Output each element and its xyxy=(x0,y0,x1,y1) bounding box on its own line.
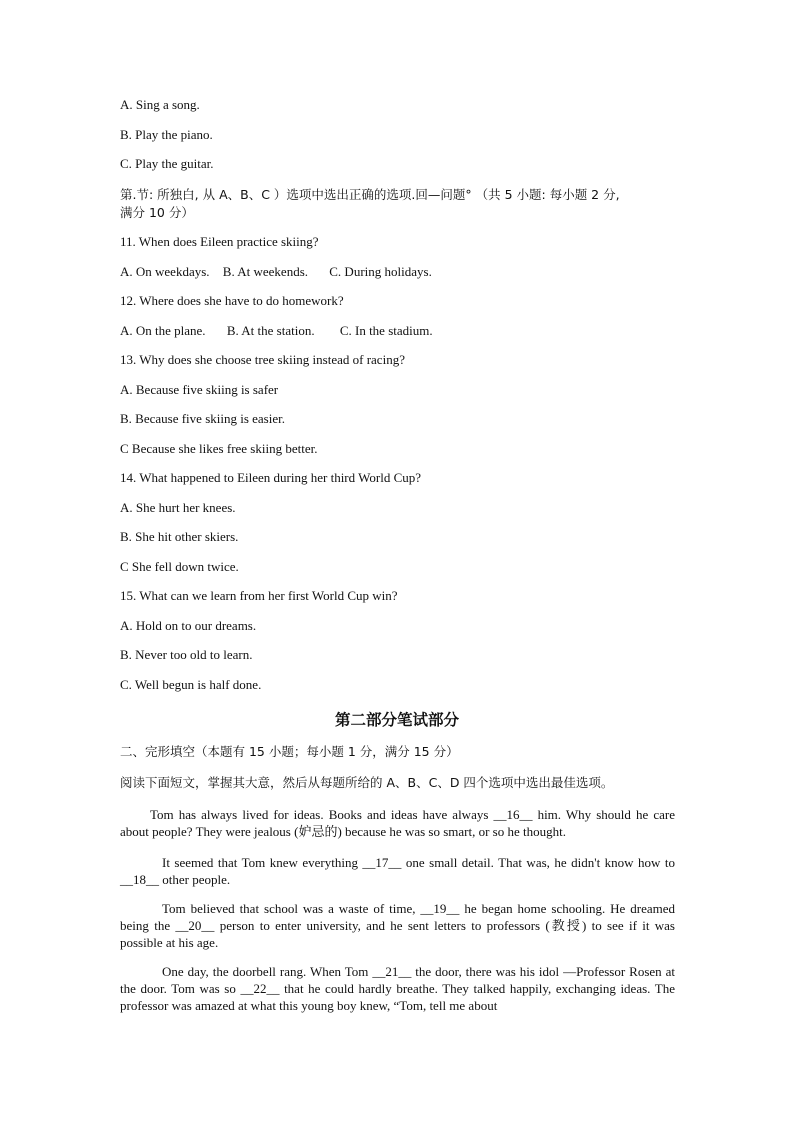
q13-option-c: C Because she likes free skiing better. xyxy=(120,441,318,456)
q10-option-a: A. Sing a song. xyxy=(120,97,200,112)
cloze-paragraph-3: Tom believed that school was a waste of time, __19__ he began home schooling. He dreamed being the __20__ person to enter university, and he sent letters to professors (教授) to see if it was possible at his age. xyxy=(120,901,675,950)
q15-option-b: B. Never too old to learn. xyxy=(120,647,253,662)
q12-option-b: B. At the station. xyxy=(226,323,315,338)
cloze-paragraph-1: Tom has always lived for ideas. Books and ideas have always __16__ him. Why should he care about people? They were jealous (妒忌的) because he was so smart, or so he thought. xyxy=(120,807,675,839)
q11-option-b: B. At weekends. xyxy=(222,264,309,279)
q14-option-c: C She fell down twice. xyxy=(120,559,239,574)
q12-question: 12. Where does she have to do homework? xyxy=(120,293,344,308)
q10-option-c: C. Play the guitar. xyxy=(120,156,214,171)
q11-option-a: A. On weekdays. xyxy=(120,264,210,279)
q12-option-c: C. In the stadium. xyxy=(339,323,433,338)
cloze-heading: 二、完形填空（本题有 15 小题；每小题 1 分，满分 15 分） xyxy=(120,744,459,759)
part-two-title: 第二部分笔试部分 xyxy=(334,711,459,729)
q12-option-a: A. On the plane. xyxy=(120,323,206,338)
cloze-paragraph-2: It seemed that Tom knew everything __17__ one small detail. That was, he didn't know how to __18__ other people. xyxy=(120,855,675,887)
q13-option-a: A. Because five skiing is safer xyxy=(120,382,279,397)
q14-option-b: B. She hit other skiers. xyxy=(120,529,239,544)
q15-question: 15. What can we learn from her first World Cup win? xyxy=(120,588,398,603)
q15-option-c: C. Well begun is half done. xyxy=(120,677,262,692)
q11-option-c: C. During holidays. xyxy=(329,264,432,279)
q11-question: 11. When does Eileen practice skiing? xyxy=(120,234,319,249)
q14-question: 14. What happened to Eileen during her third World Cup? xyxy=(120,470,422,485)
section-instruction-line2: 满分 10 分） xyxy=(120,205,194,220)
q14-option-a: A. She hurt her knees. xyxy=(120,500,236,515)
cloze-instruction: 阅读下面短文，掌握其大意，然后从每题所给的 A、B、C、D 四个选项中选出最佳选项。 xyxy=(120,775,614,790)
q13-question: 13. Why does she choose tree skiing instead of racing? xyxy=(120,352,405,367)
q11-options xyxy=(120,264,432,280)
q13-option-b: B. Because five skiing is easier. xyxy=(120,411,285,426)
q15-option-a: A. Hold on to our dreams. xyxy=(120,618,257,633)
q10-option-b: B. Play the piano. xyxy=(120,127,213,142)
cloze-paragraph-4: One day, the doorbell rang. When Tom __21__ the door, there was his idol —Professor Rosen at the door. Tom was so __22__ that he could hardly breathe. They talked happily, exchanging ideas. The professor was amazed at what this young boy knew, “Tom, tell me about xyxy=(120,964,675,1013)
q12-options xyxy=(120,323,433,339)
section-instruction-line1: 第.节: 所独白, 从 A、B、C ）选项中选出正确的选项.回—问题° （共 5 小题: 每小题 2 分, xyxy=(120,187,620,202)
